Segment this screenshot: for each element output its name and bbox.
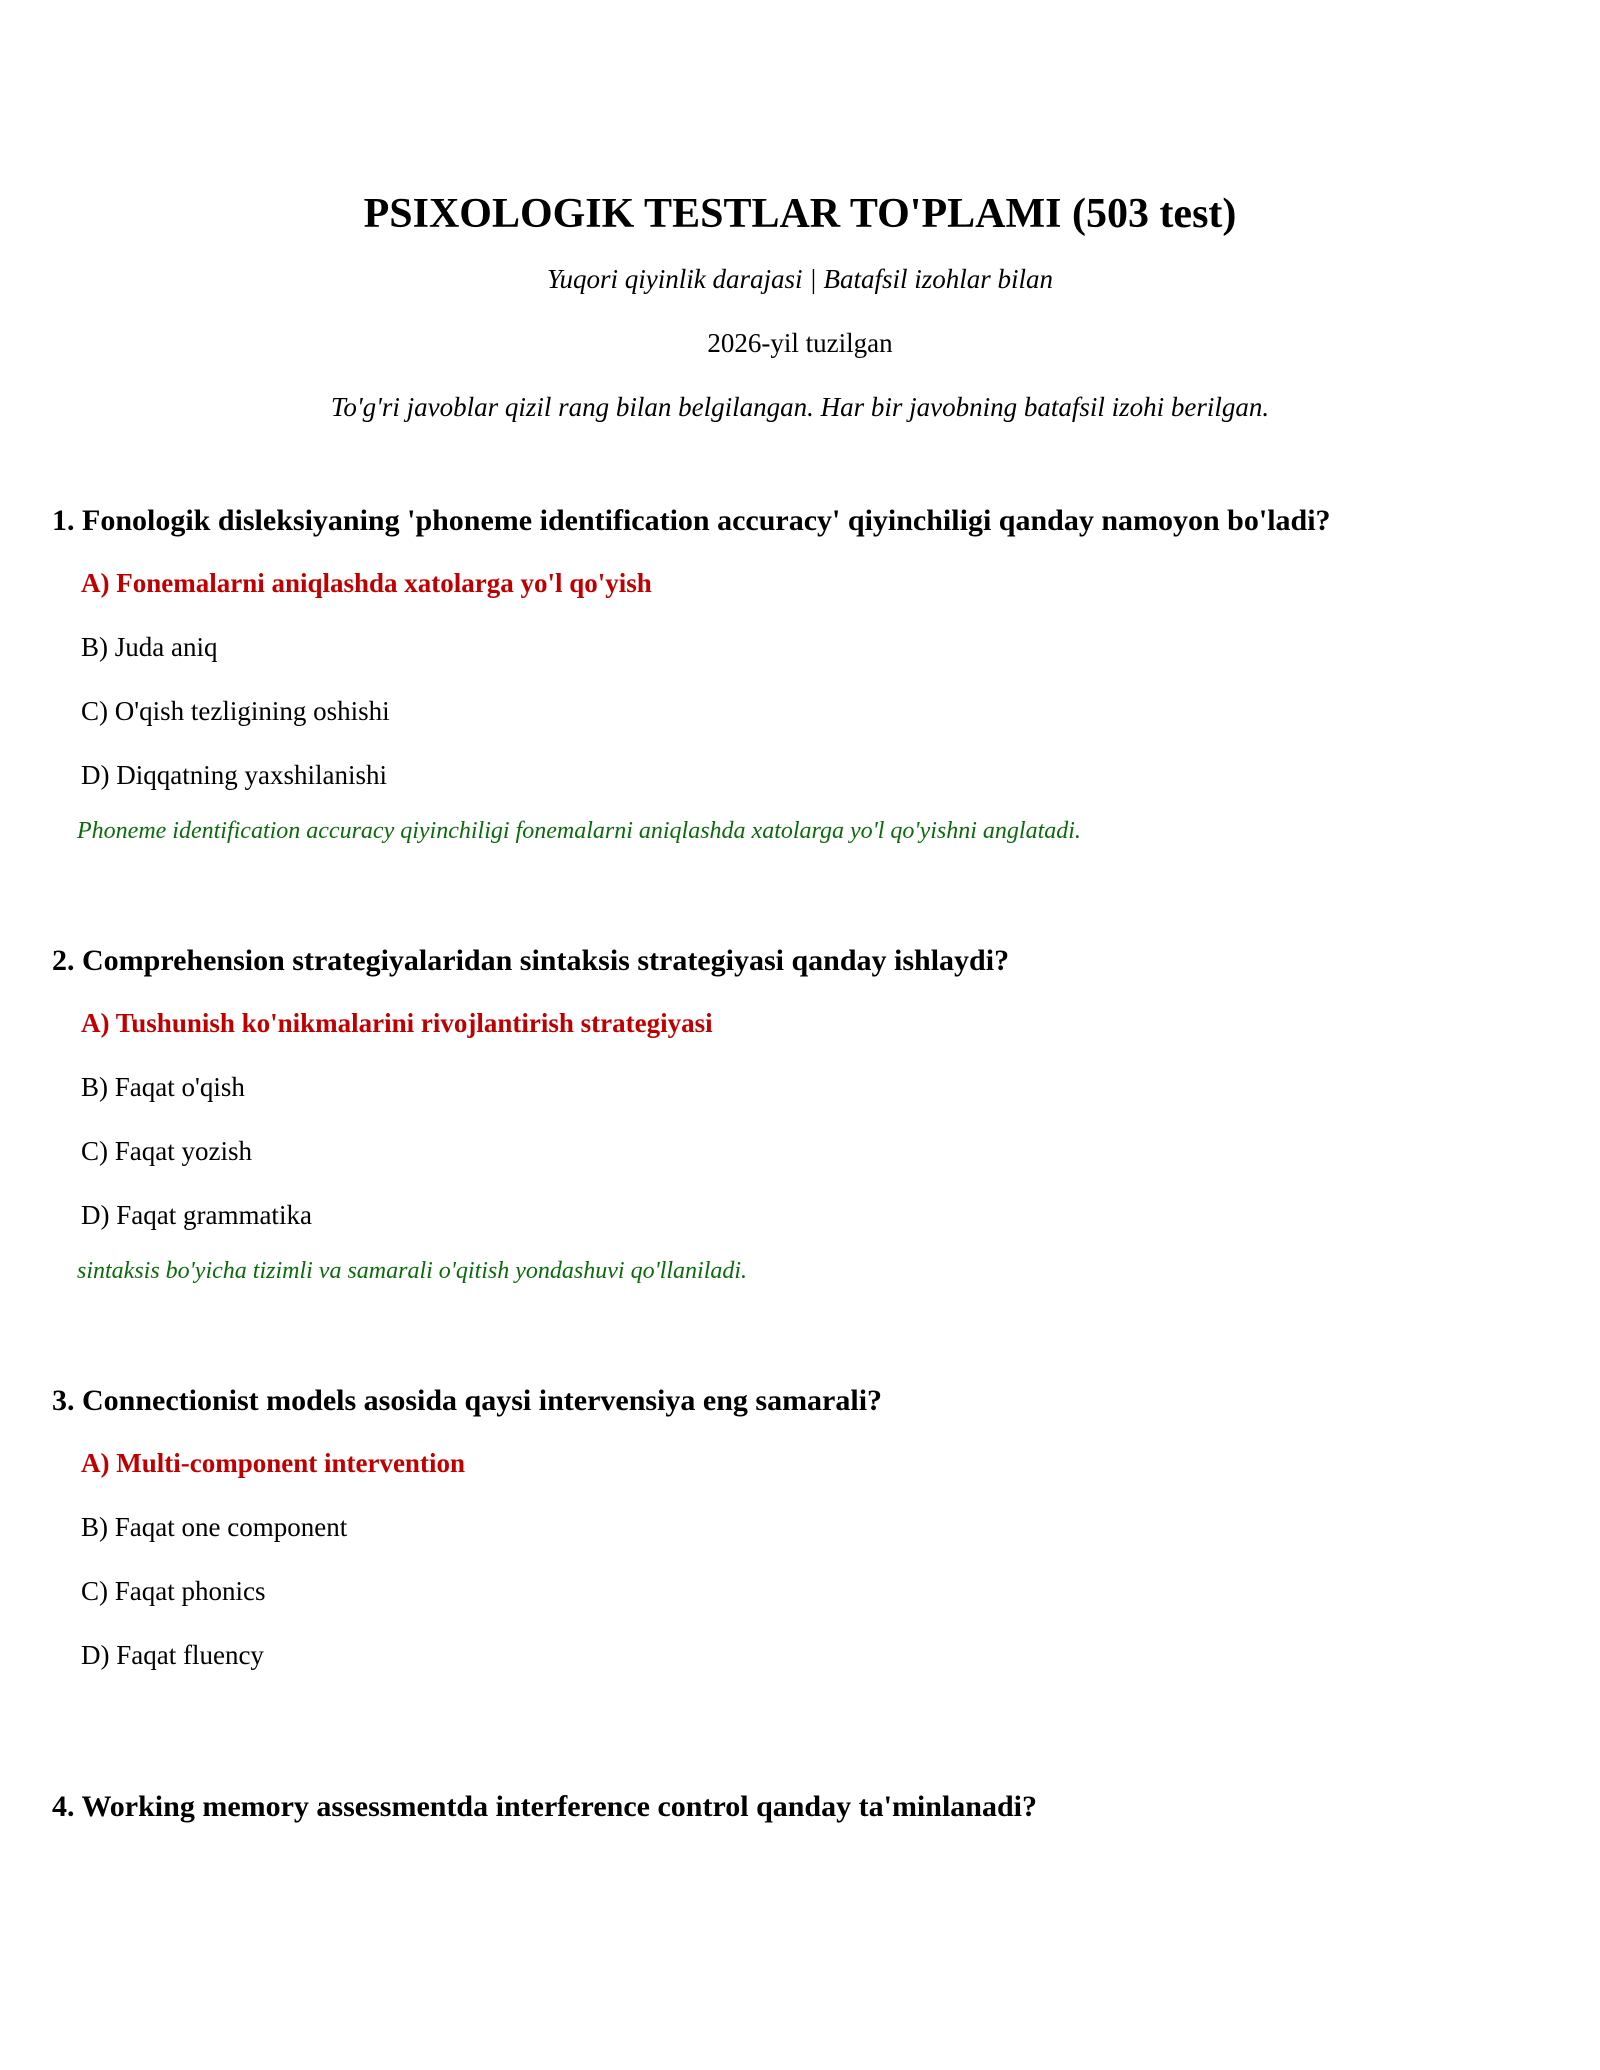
document-header [52, 188, 1548, 424]
question-text: 4. Working memory assessmentda interference control qanday ta'minlanadi? [52, 1790, 1037, 1823]
question-text: 1. Fonologik disleksiyaning 'phoneme identification accuracy' qiyinchiligi qanday namoyon bo'ladi? [52, 504, 1331, 537]
answer-options [52, 1446, 1548, 1672]
answer-option: D) Faqat grammatika [81, 1200, 312, 1230]
answer-option-correct: A) Fonemalarni aniqlashda xatolarga yo'l qo'yish [81, 568, 652, 598]
answer-option-correct: A) Multi-component intervention [81, 1448, 465, 1478]
question-4 [52, 1788, 1548, 1826]
answer-option: D) Faqat fluency [81, 1640, 264, 1670]
question-2 [52, 942, 1548, 1286]
spacer [52, 1702, 1548, 1788]
answer-option: B) Faqat one component [81, 1512, 348, 1542]
question-3 [52, 1382, 1548, 1672]
answer-explanation: Phoneme identification accuracy qiyinchiligi fonemalarni aniqlashda xatolarga yo'l qo'yishni anglatadi. [77, 818, 1081, 844]
answer-option: D) Diqqatning yaxshilanishi [81, 760, 387, 790]
answer-option: B) Faqat o'qish [81, 1072, 245, 1102]
spacer [52, 846, 1548, 942]
answer-option: C) Faqat yozish [81, 1136, 252, 1166]
page-title: PSIXOLOGIK TESTLAR TO'PLAMI (503 test) [363, 191, 1237, 237]
answer-option: C) O'qish tezligining oshishi [81, 696, 390, 726]
question-text: 2. Comprehension strategiyalaridan sintaksis strategiyasi qanday ishlaydi? [52, 944, 1010, 977]
answer-explanation: sintaksis bo'yicha tizimli va samarali o'qitish yondashuvi qo'llaniladi. [77, 1258, 748, 1284]
page-year: 2026-yil tuzilgan [707, 328, 893, 358]
question-1 [52, 502, 1548, 846]
answer-options [52, 1006, 1548, 1232]
spacer [52, 1286, 1548, 1382]
question-text: 3. Connectionist models asosida qaysi intervensiya eng samarali? [52, 1384, 883, 1417]
page-note: To'g'ri javoblar qizil rang bilan belgilangan. Har bir javobning batafsil izohi berilgan. [330, 392, 1270, 422]
answer-option: B) Juda aniq [81, 632, 218, 662]
answer-option: C) Faqat phonics [81, 1576, 266, 1606]
answer-options [52, 566, 1548, 792]
page-subtitle: Yuqori qiyinlik darajasi | Batafsil izohlar bilan [547, 264, 1053, 294]
question-list [52, 502, 1548, 1826]
answer-option-correct: A) Tushunish ko'nikmalarini rivojlantirish strategiyasi [81, 1008, 713, 1038]
